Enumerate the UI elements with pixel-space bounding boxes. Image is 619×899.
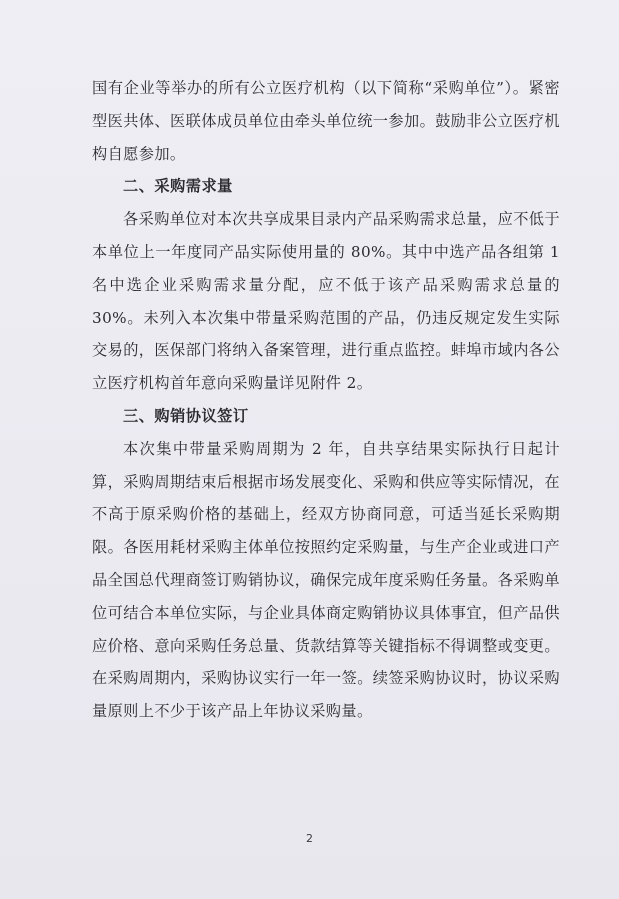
- section-3-paragraph: 本次集中带量采购周期为 2 年，自共享结果实际执行日起计算，采购周期结束后根据市场发展变化、采购和供应等实际情况，在不高于原采购价格的基础上，经双方协商同意，可适当延长采购期限。各医用耗材采购主体单位按照约定采购量，与生产企业或进口产品全国总代理商签订购销协议，确保完成年度采购任务量。各采购单位可结合本单位实际，与企业具体商定购销协议具体事宜，但产品供应价格、意向采购任务总量、货款结算等关键指标不得调整或变更。在采购周期内，采购协议实行一年一签。续签采购协议时，协议采购量原则上不少于该产品上年协议采购量。: [92, 439, 560, 721]
- document-body: [92, 72, 560, 728]
- page-number: 2: [306, 832, 313, 845]
- section-3-heading: 三、购销协议签订: [123, 406, 249, 425]
- intro-paragraph: 国有企业等举办的所有公立医疗机构（以下简称“采购单位”）。紧密型医共体、医联体成员单位由牵头单位统一参加。鼓励非公立医疗机构自愿参加。: [92, 79, 560, 163]
- section-2-heading: 二、采购需求量: [123, 177, 233, 196]
- section-2-paragraph: 各采购单位对本次共享成果目录内产品采购需求总量，应不低于本单位上一年度同产品实际使用量的 80%。其中中选产品各组第 1 名中选企业采购需求量分配，应不低于该产品采购需求总量的 30%。未列入本次集中带量采购范围的产品，仍违反规定发生实际交易的，医保部门将纳入备案管理，进行重点监控。蚌埠市域内各公立医疗机构首年意向采购量详见附件 2。: [92, 210, 560, 393]
